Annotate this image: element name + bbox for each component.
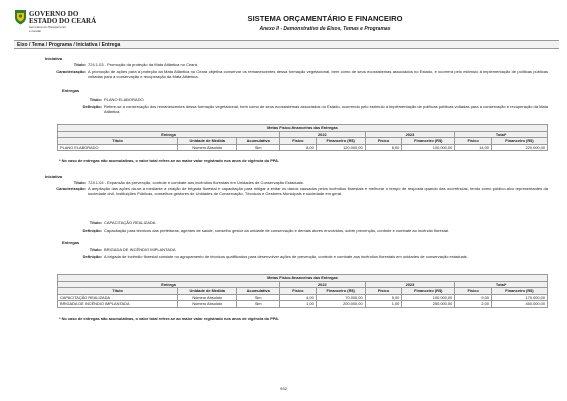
- cell-financeiro-2023: 100.000,00: [402, 144, 455, 151]
- caracterizacao-label: Caracterização:: [56, 69, 86, 74]
- cell-fisico-2022: 4,00: [280, 294, 317, 301]
- caracterizacao-row: [0, 186, 567, 206]
- cell-fisico-2022: 1,00: [280, 301, 317, 308]
- col-header: Financeiro (R$): [316, 288, 365, 295]
- group-total: Total*: [455, 131, 548, 138]
- logo-line-3: [29, 26, 66, 33]
- page-header: [0, 0, 567, 40]
- col-header: Financeiro (R$): [491, 138, 547, 145]
- logo-line-1: GOVERNO DO: [29, 10, 79, 18]
- metas-table-2: [57, 274, 548, 308]
- breadcrumb: Eixo / Tema / Programa / Iniciativa / Entrega: [14, 40, 559, 49]
- entregas-heading: Entregas: [62, 88, 80, 93]
- entrega-definicao: Capacitação para técnicos das prefeituras, agentes de saúde, conselho gestor da unidade de conservação e demais atores envolvidos, sobre prevenção, controle e combate ao incêndio florestal.: [104, 228, 450, 233]
- col-header: Financeiro (R$): [491, 288, 547, 295]
- definicao-label: Definição:: [82, 104, 102, 109]
- entrega-title-row: [0, 97, 567, 103]
- cell-fisico-total: 14,00: [455, 144, 492, 151]
- table-footnote: * No caso de entregas não acumulativas, o valor total refere-se ao maior valor registrado nos anos de vigência do PPA.: [59, 158, 280, 163]
- table-row: [58, 144, 548, 151]
- entrega-title: CAPACITAÇÃO REALIZADA: [104, 220, 156, 225]
- group-year-2: 2023: [365, 281, 455, 288]
- document-subtitle: Anexo II - Demonstrativo de Eixos, Temas e Programas: [259, 26, 391, 32]
- col-header: Físico: [455, 138, 492, 145]
- caracterizacao-text: A promoção de ações para a proteção da Mata Atlântica no Ceará objetiva conservar os remanescentes dessa formação vegetacional, bem como de seus ecossistemas associados no Estado, e ocorrerá pelo estímulo à implementação de políticas públicas voltadas para a conservação e recuperação da Mata Atlântica.: [88, 69, 548, 79]
- cell-unidade: Número Absoluto: [178, 144, 237, 151]
- cell-unidade: Número Absoluto: [178, 301, 237, 308]
- col-header: Físico: [280, 288, 317, 295]
- metas-table-1: [57, 124, 548, 151]
- cell-fisico-total: 9,00: [455, 294, 492, 301]
- entrega-titulo-label: Título:: [89, 97, 102, 102]
- table-caption: Metas Físico-financeiras das Entregas: [58, 125, 548, 132]
- cell-titulo: CAPACITAÇÃO REALIZADA: [58, 294, 178, 301]
- table-footnote: * No caso de entregas não acumulativas, o valor total refere-se ao maior valor registrado nos anos de vigência do PPA.: [59, 316, 280, 321]
- group-year-2: 2023: [365, 131, 455, 138]
- col-header: Acumulativa: [237, 288, 280, 295]
- iniciativa-title: 724.1.03 - Promoção da proteção da Mata Atlântica no Ceará.: [88, 62, 199, 67]
- group-entrega: Entrega: [58, 281, 280, 288]
- iniciativa-heading: Iniciativa: [45, 56, 63, 61]
- cell-titulo: BRIGADA DE INCÊNDIO IMPLANTADA: [58, 301, 178, 308]
- entrega-title-row: [0, 220, 567, 226]
- entrega-title: PLANO ELABORADO: [104, 97, 144, 102]
- entrega-titulo-label: Título:: [89, 247, 102, 252]
- group-year-1: 2022: [280, 131, 366, 138]
- entrega-title: BRIGADA DE INCÊNDIO IMPLANTADA: [104, 247, 176, 252]
- entrega-titulo-label: Título:: [89, 220, 102, 225]
- col-header: Físico: [365, 138, 402, 145]
- cell-financeiro-2023: 250.000,00: [402, 301, 455, 308]
- titulo-label: Título:: [73, 180, 86, 185]
- entrega-definicao-row: [0, 254, 567, 265]
- entrega-definicao-row: [0, 104, 567, 116]
- entrega-definicao: A brigada de incêndio florestal consiste no agrupamento de técnicos qualificados para desenvolver ações de prevenção, controle e combate aos incêndios florestais em unidades de conservação estaduais.: [104, 254, 468, 259]
- ceara-emblem-icon: [14, 9, 27, 25]
- cell-fisico-2023: 6,00: [365, 144, 402, 151]
- cell-acumulativa: Sim: [237, 144, 280, 151]
- entrega-definicao: Refere-se a conservação dos remanescentes dessa formação vegetacional, bem como de seus ecossistemas associados no Estado, ocorrendo pelo estímulo à implementação de políticas públicas voltadas para a conservação e recuperação da Mata Atlântica.: [104, 104, 548, 114]
- cell-fisico-2022: 8,00: [280, 144, 317, 151]
- page-number: 932: [280, 386, 287, 391]
- definicao-label: Definição:: [82, 228, 102, 233]
- cell-financeiro-2022: 200.000,00: [316, 301, 365, 308]
- definicao-label: Definição:: [82, 254, 102, 259]
- cell-financeiro-total: 450.000,00: [491, 301, 547, 308]
- titulo-label: Título:: [73, 62, 86, 67]
- cell-fisico-total: 2,00: [455, 301, 492, 308]
- entregas-heading: Entregas: [62, 240, 80, 245]
- cell-financeiro-total: 170.000,00: [491, 294, 547, 301]
- cell-financeiro-2023: 100.000,00: [402, 294, 455, 301]
- col-header: Financeiro (R$): [402, 138, 455, 145]
- table-row: [58, 294, 548, 301]
- caracterizacao-label: Caracterização:: [56, 186, 86, 191]
- caracterizacao-row: [0, 69, 567, 81]
- cell-fisico-2023: 1,00: [365, 301, 402, 308]
- col-header: Unidade de Medida: [178, 138, 237, 145]
- cell-financeiro-total: 220.000,00: [491, 144, 547, 151]
- logo-line-3a: Secretaria do Planejamento: [29, 25, 67, 29]
- cell-financeiro-2022: 70.000,00: [316, 294, 365, 301]
- cell-fisico-2023: 5,00: [365, 294, 402, 301]
- col-header: Título: [58, 138, 178, 145]
- cell-acumulativa: Sim: [237, 294, 280, 301]
- col-header: Acumulativa: [237, 138, 280, 145]
- col-header: Título: [58, 288, 178, 295]
- col-header: Físico: [455, 288, 492, 295]
- cell-titulo: PLANO ELABORADO: [58, 144, 178, 151]
- group-year-1: 2022: [280, 281, 366, 288]
- iniciativa-title-row: [0, 62, 567, 68]
- table-row: [58, 301, 548, 308]
- logo-line-3b: e Gestão: [29, 28, 42, 33]
- iniciativa-title: 724.1.04 - Expansão da prevenção, controle e combate aos incêndios florestais em Unidades de Conservação Estaduais.: [88, 180, 304, 185]
- col-header: Financeiro (R$): [316, 138, 365, 145]
- iniciativa-heading: Iniciativa: [45, 174, 63, 179]
- entrega-definicao-row: [0, 228, 567, 239]
- table-caption: Metas Físico-financeiras das Entregas: [58, 275, 548, 282]
- col-header: Financeiro (R$): [402, 288, 455, 295]
- cell-financeiro-2022: 120.000,00: [316, 144, 365, 151]
- entrega-title-row: [0, 247, 567, 253]
- group-entrega: Entrega: [58, 131, 280, 138]
- col-header: Físico: [365, 288, 402, 295]
- col-header: Unidade de Medida: [178, 288, 237, 295]
- government-logo: [14, 9, 97, 39]
- cell-acumulativa: Sim: [237, 301, 280, 308]
- col-header: Físico: [280, 138, 317, 145]
- logo-line-2: ESTADO DO CEARÁ: [29, 17, 97, 25]
- system-title: SISTEMA ORÇAMENTÁRIO E FINANCEIRO: [247, 14, 403, 23]
- caracterizacao-text: A ampliação das ações da-se-á mediante a criação de brigada florestal e capacitação para mitigar a evitar os danos causados pelos incêndios florestais e melhorar o tempo de resposta quando das ocorrências, tendo como público-alvo representantes da sociedade civil, instituições Públicas, conselhos gestores de Unidades de Conservação, Técnicos e Gestores Municipais e sociedade em geral.: [88, 186, 548, 196]
- cell-unidade: Número Absoluto: [178, 294, 237, 301]
- group-total: Total*: [455, 281, 548, 288]
